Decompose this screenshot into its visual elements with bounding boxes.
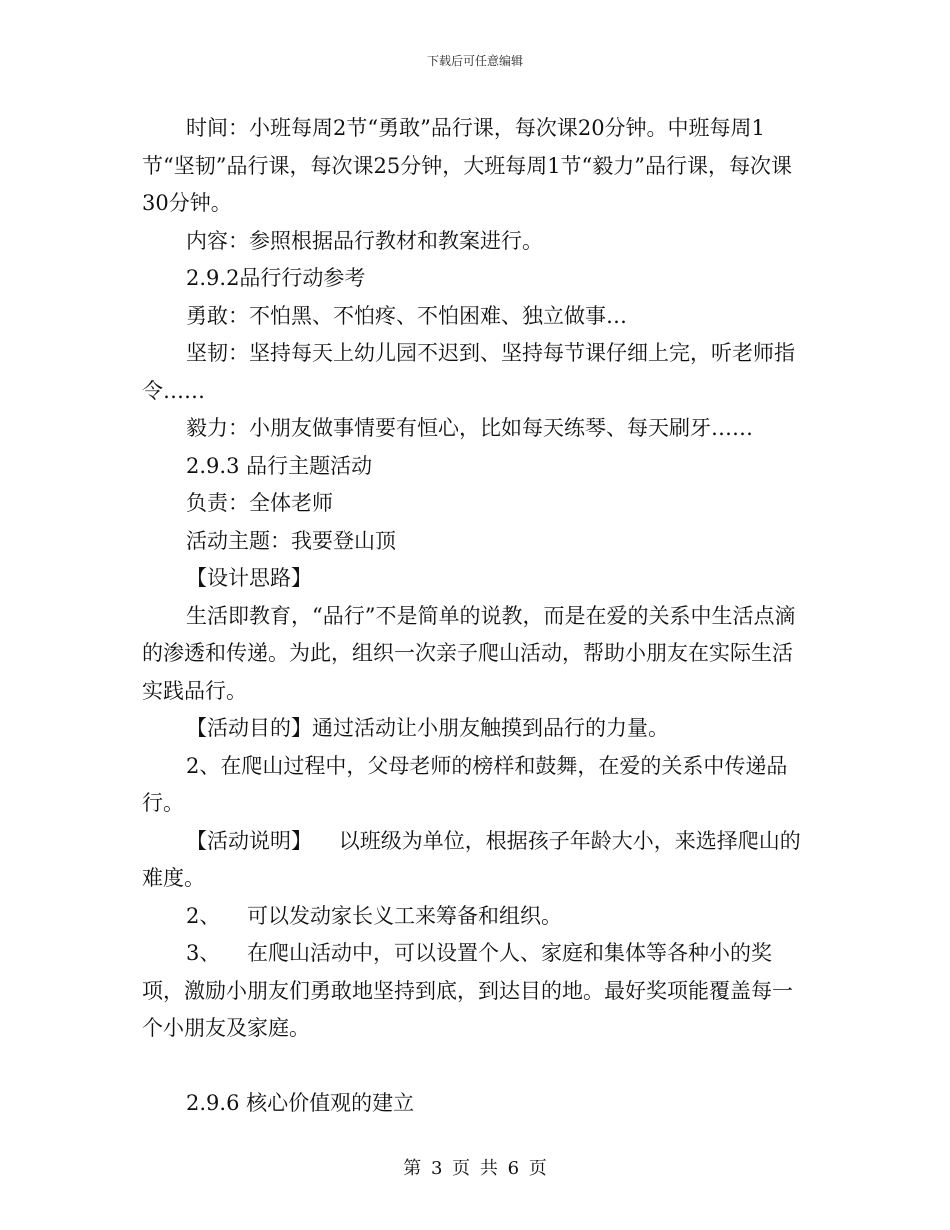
page-footer: 第 3 页 共 6 页 — [403, 1158, 547, 1179]
paragraph-perseverance: 毅力：小朋友做事情要有恒心，比如每天练琴、每天刷牙…… — [186, 416, 753, 440]
paragraph-design-idea: 生活即教育，“品行”不是简单的说教，而是在爱的关系中生活点滴的渗透和传递。为此，组织一次亲子爬山活动，帮助小朋友在实际生活实践品行。 — [142, 603, 796, 703]
section-heading-2-9-2: 2.9.2品行行动参考 — [186, 266, 366, 290]
paragraph-gap — [142, 1048, 807, 1085]
paragraph-goal-2: 2、在爬山过程中，父母老师的榜样和鼓舞，在爱的关系中传递品行。 — [142, 753, 788, 815]
section-heading-2-9-3: 2.9.3 品行主题活动 — [186, 453, 373, 478]
paragraph-tenacity: 坚韧：坚持每天上幼儿园不迟到、坚持每节课仔细上完，听老师指令…… — [142, 341, 795, 403]
paragraph-activity-description: 【活动说明】 以班级为单位，根据孩子年龄大小，来选择爬山的难度。 — [142, 828, 801, 890]
section-heading-2-9-6: 2.9.6 核心价值观的建立 — [186, 1090, 415, 1115]
paragraph-courage: 勇敢：不怕黑、不怕疼、不怕困难、独立做事… — [186, 303, 627, 328]
paragraph-time: 时间：小班每周2节“勇敢”品行课，每次课20分钟。中班每周1节“坚韧”品行课，每次课25分钟，大班每周1节“毅力”品行课，每次课30分钟。 — [142, 116, 793, 215]
page-header: 下载后可任意编辑 — [426, 54, 523, 68]
paragraph-activity-theme: 活动主题：我要登山顶 — [186, 528, 396, 553]
heading-design-idea: 【设计思路】 — [186, 566, 312, 590]
document-body — [142, 110, 807, 1122]
paragraph-responsible: 负责：全体老师 — [186, 491, 333, 515]
paragraph-description-2: 2、 可以发动家长义工来筹备和组织。 — [186, 903, 563, 928]
paragraph-content: 内容：参照根据品行教材和教案进行。 — [186, 228, 543, 253]
paragraph-description-3: 3、 在爬山活动中，可以设置个人、家庭和集体等各种小的奖项，激励小朋友们勇敢地坚持到底，到达目的地。最好奖项能覆盖每一个小朋友及家庭。 — [142, 941, 793, 1040]
paragraph-activity-goal: 【活动目的】通过活动让小朋友触摸到品行的力量。 — [186, 716, 669, 740]
